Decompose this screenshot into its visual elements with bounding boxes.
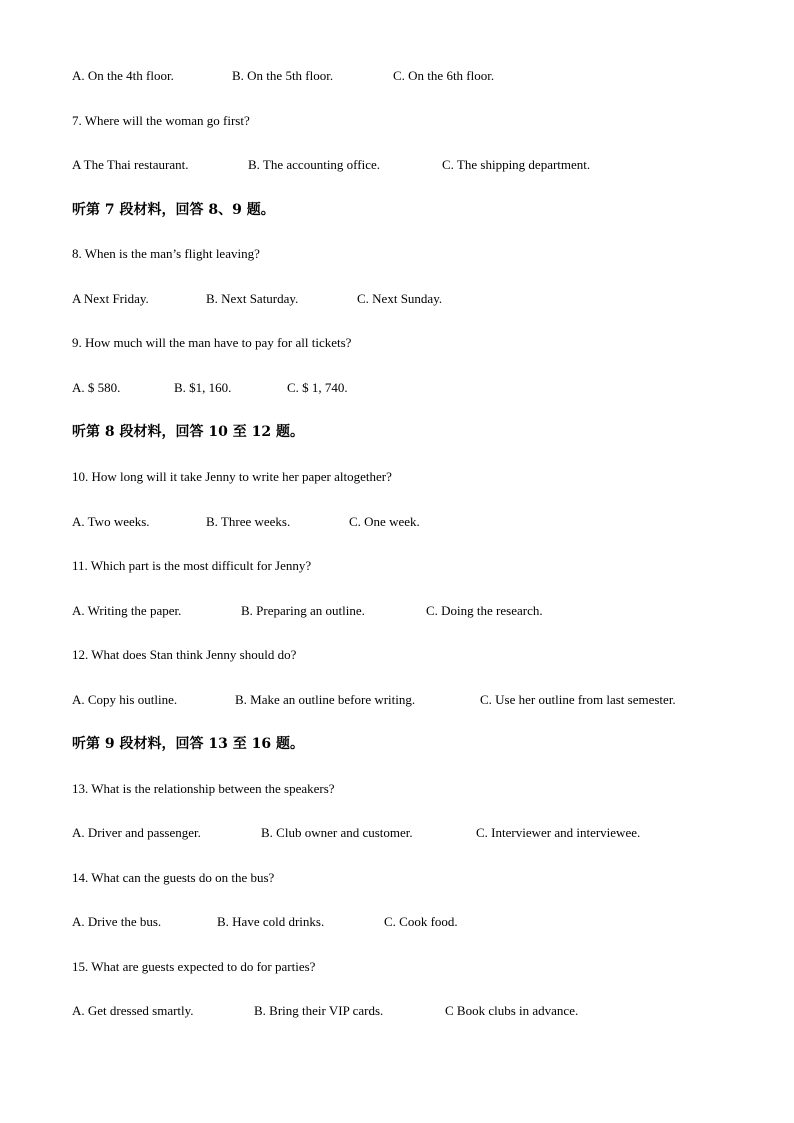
option-c: C. On the 6th floor.	[393, 68, 495, 83]
options-row-q14	[72, 912, 754, 932]
option-c: C. Cook food.	[384, 914, 458, 929]
option-a: A Next Friday.	[72, 291, 149, 306]
options-row-q12	[72, 690, 754, 710]
option-b: B. $1, 160.	[174, 380, 232, 395]
question-9: 9. How much will the man have to pay for all tickets?	[72, 335, 352, 350]
option-b: B. Next Saturday.	[206, 291, 299, 306]
option-c: C. Use her outline from last semester.	[480, 692, 676, 707]
option-b: B. Bring their VIP cards.	[254, 1003, 384, 1018]
section-heading-9: 听第 9 段材料，回答 13 至 16 题。	[72, 736, 304, 752]
options-row-q10	[72, 512, 754, 532]
question-7: 7. Where will the woman go first?	[72, 113, 250, 128]
option-a: A. Copy his outline.	[72, 692, 178, 707]
options-row-q6	[72, 66, 754, 86]
option-c: C. The shipping department.	[442, 157, 591, 172]
option-c: C Book clubs in advance.	[445, 1003, 579, 1018]
question-8: 8. When is the man’s flight leaving?	[72, 246, 260, 261]
option-b: B. Club owner and customer.	[261, 825, 413, 840]
option-a: A. $ 580.	[72, 380, 121, 395]
option-b: B. The accounting office.	[248, 157, 381, 172]
option-a: A. Drive the bus.	[72, 914, 162, 929]
options-row-q8	[72, 289, 754, 309]
question-10: 10. How long will it take Jenny to write her paper altogether?	[72, 469, 392, 484]
options-row-q15	[72, 1001, 754, 1021]
option-b: B. Have cold drinks.	[217, 914, 325, 929]
option-a: A. Get dressed smartly.	[72, 1003, 194, 1018]
option-b: B. Three weeks.	[206, 514, 291, 529]
option-b: B. Preparing an outline.	[241, 603, 365, 618]
question-15: 15. What are guests expected to do for parties?	[72, 959, 316, 974]
option-a: A. Writing the paper.	[72, 603, 182, 618]
option-a: A. Two weeks.	[72, 514, 150, 529]
question-11: 11. Which part is the most difficult for Jenny?	[72, 558, 312, 573]
option-b: B. Make an outline before writing.	[235, 692, 416, 707]
option-c: C. $ 1, 740.	[287, 380, 348, 395]
section-heading-8: 听第 8 段材料，回答 10 至 12 题。	[72, 424, 304, 440]
option-c: C. One week.	[349, 514, 420, 529]
question-12: 12. What does Stan think Jenny should do?	[72, 647, 297, 662]
question-14: 14. What can the guests do on the bus?	[72, 870, 275, 885]
option-a: A The Thai restaurant.	[72, 157, 189, 172]
options-row-q11	[72, 601, 754, 621]
option-c: C. Next Sunday.	[357, 291, 443, 306]
options-row-q9	[72, 378, 754, 398]
options-row-q7	[72, 155, 754, 175]
section-heading-7: 听第 7 段材料，回答 8、9 题。	[72, 202, 275, 218]
option-c: C. Doing the research.	[426, 603, 543, 618]
option-a: A. On the 4th floor.	[72, 68, 174, 83]
option-c: C. Interviewer and interviewee.	[476, 825, 641, 840]
option-a: A. Driver and passenger.	[72, 825, 201, 840]
question-13: 13. What is the relationship between the speakers?	[72, 781, 335, 796]
options-row-q13	[72, 823, 754, 843]
option-b: B. On the 5th floor.	[232, 68, 334, 83]
